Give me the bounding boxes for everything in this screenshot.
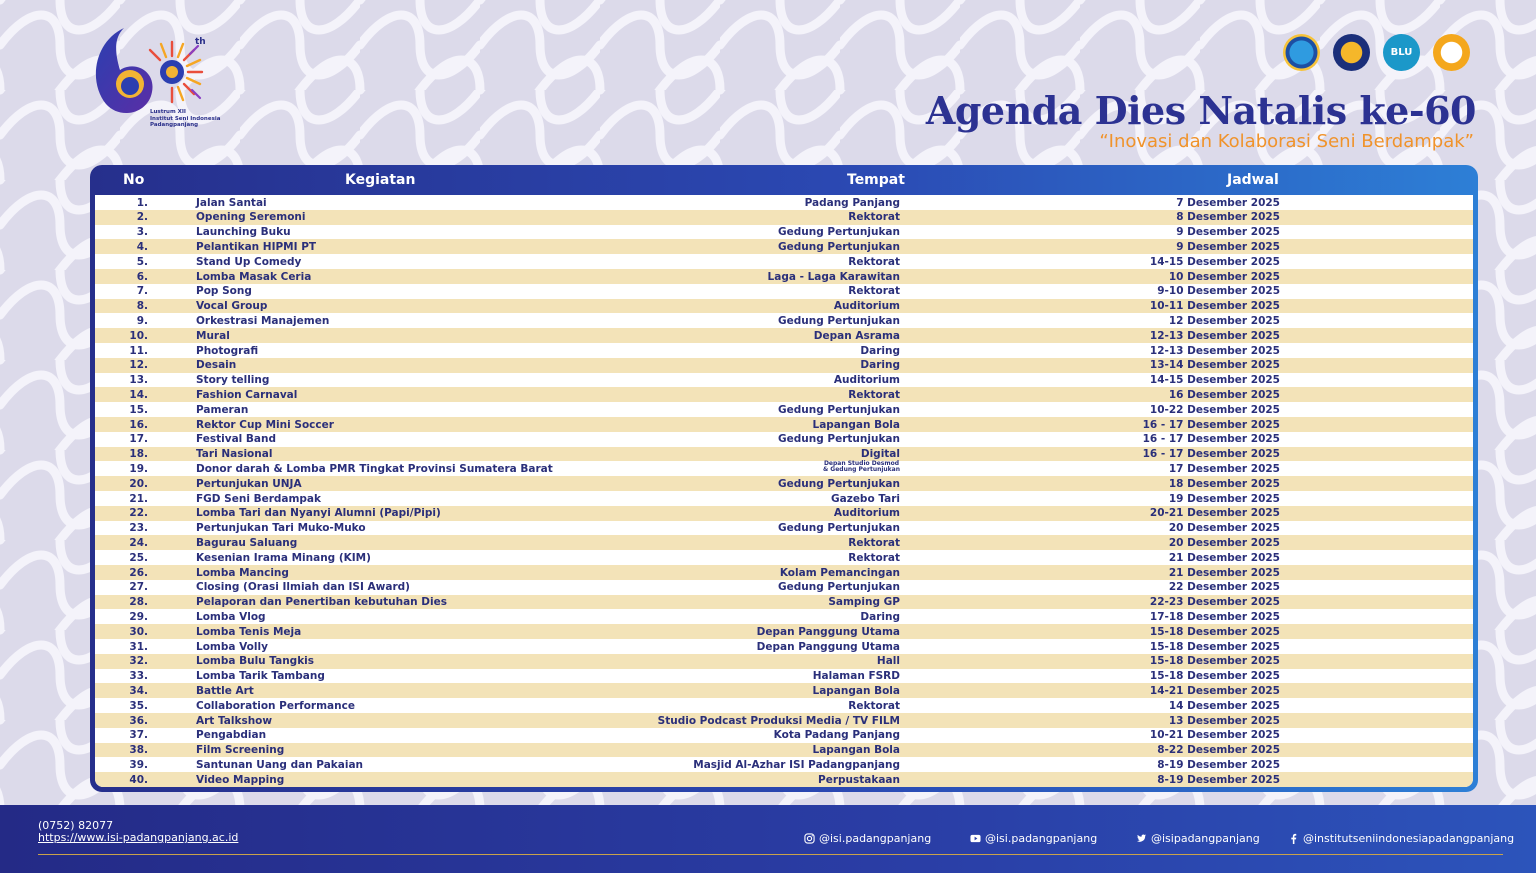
table-row — [95, 669, 1473, 684]
cell-jadwal: 10-22 Desember 2025 — [1149, 403, 1280, 416]
footer-divider — [38, 854, 1503, 855]
cell-tempat: Auditorium — [833, 374, 900, 387]
cell-jadwal: 9 Desember 2025 — [1176, 240, 1280, 253]
cell-jadwal: 15-18 Desember 2025 — [1149, 655, 1280, 668]
table-row — [95, 683, 1473, 698]
logo-caption-line: Lustrum XII — [150, 109, 186, 115]
cell-no: 33. — [129, 670, 148, 683]
cell-tempat: Lapangan Bola — [812, 744, 900, 757]
cell-tempat: Depan Studio Desmod & Gedung Pertunjukan — [822, 460, 900, 474]
agenda-table — [90, 165, 1478, 792]
cell-no: 27. — [129, 581, 148, 594]
blu-text: BLU — [1390, 47, 1413, 58]
twitter-icon — [1136, 833, 1147, 844]
cell-kegiatan: Pameran — [196, 403, 249, 416]
cell-kegiatan: Stand Up Comedy — [196, 255, 302, 268]
cell-jadwal: 20 Desember 2025 — [1168, 522, 1280, 535]
table-row — [95, 239, 1473, 254]
cell-tempat: Kota Padang Panjang — [773, 729, 900, 742]
cell-kegiatan: Lomba Volly — [196, 640, 268, 653]
cell-jadwal: 21 Desember 2025 — [1168, 551, 1280, 564]
cell-kegiatan: Rektor Cup Mini Soccer — [196, 418, 334, 431]
cell-tempat: Rektorat — [848, 536, 900, 549]
cell-no: 1. — [136, 196, 148, 209]
cell-jadwal: 14 Desember 2025 — [1168, 699, 1280, 712]
cell-tempat: Samping GP — [828, 596, 900, 609]
cell-tempat: Hall — [876, 655, 900, 668]
cell-no: 34. — [129, 684, 148, 697]
logo-caption-line: Institut Seni Indonesia — [150, 115, 221, 122]
cell-kegiatan: Lomba Mancing — [196, 566, 289, 579]
cell-tempat: Depan Panggung Utama — [756, 640, 900, 653]
cell-kegiatan: Mural — [196, 329, 230, 342]
cell-no: 32. — [129, 655, 148, 668]
cell-tempat: Gazebo Tari — [831, 492, 900, 505]
footer-social-label: @isi.padangpanjang — [985, 832, 1098, 845]
table-row — [95, 698, 1473, 713]
berdampak-logo — [1433, 34, 1470, 71]
cell-jadwal: 15-18 Desember 2025 — [1149, 670, 1280, 683]
table-row — [95, 772, 1473, 787]
facebook-icon — [1288, 833, 1299, 844]
cell-tempat: Gedung Pertunjukan — [778, 226, 900, 239]
footer-phone: (0752) 82077 — [38, 819, 114, 832]
cell-kegiatan: Desain — [196, 359, 237, 372]
cell-jadwal: 10-11 Desember 2025 — [1149, 300, 1280, 313]
cell-tempat: Gedung Pertunjukan — [778, 314, 900, 327]
cell-tempat: Kolam Pemancingan — [779, 566, 900, 579]
cell-jadwal: 12-13 Desember 2025 — [1149, 344, 1280, 357]
table-row — [95, 284, 1473, 299]
cell-jadwal: 16 - 17 Desember 2025 — [1142, 448, 1280, 461]
cell-tempat: Gedung Pertunjukan — [778, 477, 900, 490]
table-row — [95, 639, 1473, 654]
cell-no: 14. — [129, 388, 148, 401]
cell-kegiatan: Lomba Tari dan Nyanyi Alumni (Papi/Pipi) — [196, 507, 441, 520]
cell-jadwal: 22 Desember 2025 — [1168, 581, 1280, 594]
table-row — [95, 417, 1473, 432]
cell-tempat: Padang Panjang — [804, 196, 900, 209]
cell-jadwal: 8 Desember 2025 — [1176, 211, 1280, 224]
table-row — [95, 328, 1473, 343]
cell-kegiatan: Closing (Orasi Ilmiah dan ISI Award) — [196, 581, 410, 594]
cell-no: 3. — [136, 226, 148, 239]
cell-tempat: Lapangan Bola — [812, 684, 900, 697]
isi-padangpanjang-seal — [1333, 34, 1370, 71]
cell-no: 21. — [129, 492, 148, 505]
instagram-icon — [804, 833, 815, 844]
table-row — [95, 402, 1473, 417]
cell-kegiatan: Pelantikan HIPMI PT — [196, 240, 317, 253]
cell-jadwal: 14-15 Desember 2025 — [1149, 255, 1280, 268]
cell-kegiatan: Pop Song — [196, 285, 252, 298]
table-row — [95, 491, 1473, 506]
table-row — [95, 476, 1473, 491]
cell-kegiatan: Launching Buku — [196, 226, 291, 239]
cell-no: 38. — [129, 744, 148, 757]
cell-jadwal: 9 Desember 2025 — [1176, 226, 1280, 239]
cell-no: 18. — [129, 448, 148, 461]
cell-jadwal: 16 Desember 2025 — [1168, 388, 1280, 401]
cell-kegiatan: Battle Art — [196, 684, 254, 697]
cell-kegiatan: Lomba Tarik Tambang — [196, 670, 325, 683]
logo-caption-line: Padangpanjang — [150, 122, 199, 128]
cell-jadwal: 14-21 Desember 2025 — [1149, 684, 1280, 697]
table-row — [95, 461, 1473, 476]
cell-no: 28. — [129, 596, 148, 609]
table-row — [95, 550, 1473, 565]
cell-jadwal: 9-10 Desember 2025 — [1157, 285, 1280, 298]
table-row — [95, 609, 1473, 624]
cell-no: 40. — [129, 773, 148, 786]
cell-jadwal: 19 Desember 2025 — [1168, 492, 1280, 505]
logo-caption — [150, 109, 220, 129]
footer-social-label: @isi.padangpanjang — [819, 832, 932, 845]
cell-tempat: Daring — [860, 359, 900, 372]
cell-no: 12. — [129, 359, 148, 372]
table-row — [95, 565, 1473, 580]
table-row — [95, 373, 1473, 388]
table-row — [95, 313, 1473, 328]
cell-tempat: Gedung Pertunjukan — [778, 240, 900, 253]
cell-no: 17. — [129, 433, 148, 446]
cell-no: 26. — [129, 566, 148, 579]
cell-no: 29. — [129, 610, 148, 623]
column-header-jadwal: Jadwal — [1227, 172, 1279, 188]
cell-tempat: Lapangan Bola — [812, 418, 900, 431]
footer-instagram[interactable] — [804, 832, 931, 845]
cell-no: 8. — [136, 300, 148, 313]
cell-tempat: Auditorium — [833, 300, 900, 313]
table-row — [95, 387, 1473, 402]
table-row — [95, 358, 1473, 373]
table-row — [95, 595, 1473, 610]
kemendikbud-logo — [1283, 34, 1320, 71]
cell-no: 31. — [129, 640, 148, 653]
table-row — [95, 535, 1473, 550]
cell-jadwal: 12 Desember 2025 — [1168, 314, 1280, 327]
cell-no: 20. — [129, 477, 148, 490]
footer-social-label: @institutseniindonesiapadangpanjang — [1303, 832, 1515, 845]
cell-kegiatan: Video Mapping — [196, 773, 285, 786]
cell-kegiatan: Orkestrasi Manajemen — [196, 314, 330, 327]
cell-no: 15. — [129, 403, 148, 416]
table-row — [95, 521, 1473, 536]
cell-jadwal: 8-19 Desember 2025 — [1157, 773, 1280, 786]
cell-tempat: Halaman FSRD — [812, 670, 900, 683]
table-row — [95, 624, 1473, 639]
cell-jadwal: 17 Desember 2025 — [1168, 462, 1280, 475]
cell-jadwal: 13 Desember 2025 — [1168, 714, 1280, 727]
column-header-tempat: Tempat — [847, 172, 905, 188]
cell-jadwal: 7 Desember 2025 — [1176, 196, 1280, 209]
table-row — [95, 432, 1473, 447]
cell-no: 25. — [129, 551, 148, 564]
cell-no: 9. — [136, 314, 148, 327]
cell-kegiatan: Lomba Bulu Tangkis — [196, 655, 315, 668]
youtube-icon — [970, 833, 981, 844]
cell-tempat: Gedung Pertunjukan — [778, 581, 900, 594]
footer — [0, 805, 1536, 873]
cell-kegiatan: Film Screening — [196, 744, 285, 757]
cell-no: 4. — [136, 240, 148, 253]
cell-tempat: Masjid Al-Azhar ISI Padangpanjang — [693, 758, 900, 771]
footer-facebook[interactable] — [1288, 832, 1514, 845]
cell-jadwal: 18 Desember 2025 — [1168, 477, 1280, 490]
cell-jadwal: 14-15 Desember 2025 — [1149, 374, 1280, 387]
cell-jadwal: 17-18 Desember 2025 — [1149, 610, 1280, 623]
table-row — [95, 728, 1473, 743]
cell-kegiatan: Jalan Santai — [196, 196, 267, 209]
table-row — [95, 757, 1473, 772]
cell-jadwal: 16 - 17 Desember 2025 — [1142, 433, 1280, 446]
table-row — [95, 343, 1473, 358]
cell-kegiatan: Lomba Vlog — [196, 610, 266, 623]
cell-no: 37. — [129, 729, 148, 742]
cell-tempat: Laga - Laga Karawitan — [767, 270, 900, 283]
cell-tempat: Rektorat — [848, 211, 900, 224]
cell-kegiatan: Kesenian Irama Minang (KIM) — [196, 551, 371, 564]
cell-kegiatan: Tari Nasional — [196, 448, 273, 461]
cell-kegiatan: Story telling — [196, 374, 270, 387]
cell-no: 6. — [136, 270, 148, 283]
cell-no: 11. — [129, 344, 148, 357]
cell-jadwal: 20 Desember 2025 — [1168, 536, 1280, 549]
table-row — [95, 713, 1473, 728]
cell-kegiatan: Collaboration Performance — [196, 699, 355, 712]
cell-jadwal: 15-18 Desember 2025 — [1149, 625, 1280, 638]
table-body — [95, 195, 1473, 787]
table-row — [95, 447, 1473, 462]
footer-social-label: @isipadangpanjang — [1151, 832, 1260, 845]
cell-jadwal: 10 Desember 2025 — [1168, 270, 1280, 283]
footer-website-link[interactable]: https://www.isi-padangpanjang.ac.id — [38, 831, 239, 844]
cell-no: 22. — [129, 507, 148, 520]
cell-tempat: Depan Asrama — [813, 329, 900, 342]
cell-tempat: Gedung Pertunjukan — [778, 433, 900, 446]
cell-kegiatan: Pengabdian — [196, 729, 267, 742]
table-row — [95, 195, 1473, 210]
table-row — [95, 225, 1473, 240]
cell-no: 2. — [136, 211, 148, 224]
cell-tempat: Rektorat — [848, 551, 900, 564]
cell-jadwal: 13-14 Desember 2025 — [1149, 359, 1280, 372]
cell-kegiatan: Photografi — [196, 344, 259, 357]
cell-tempat: Rektorat — [848, 285, 900, 298]
cell-no: 24. — [129, 536, 148, 549]
cell-kegiatan: Festival Band — [196, 433, 277, 446]
cell-no: 5. — [136, 255, 148, 268]
cell-tempat: Studio Podcast Produksi Media / TV FILM — [657, 714, 900, 727]
cell-kegiatan: Vocal Group — [196, 300, 268, 313]
table-row — [95, 743, 1473, 758]
cell-kegiatan: Opening Seremoni — [196, 211, 306, 224]
cell-jadwal: 20-21 Desember 2025 — [1149, 507, 1280, 520]
cell-kegiatan: Art Talkshow — [196, 714, 273, 727]
cell-kegiatan: Lomba Masak Ceria — [196, 270, 312, 283]
cell-jadwal: 22-23 Desember 2025 — [1149, 596, 1280, 609]
table-row — [95, 254, 1473, 269]
cell-tempat: Daring — [860, 344, 900, 357]
page-title: Agenda Dies Natalis ke-60 — [925, 88, 1476, 133]
table-row — [95, 269, 1473, 284]
partner-logos — [1283, 34, 1470, 71]
cell-kegiatan: Pertunjukan Tari Muko-Muko — [196, 522, 366, 535]
cell-jadwal: 16 - 17 Desember 2025 — [1142, 418, 1280, 431]
cell-tempat: Perpustakaan — [818, 773, 900, 786]
cell-jadwal: 8-19 Desember 2025 — [1157, 758, 1280, 771]
cell-no: 10. — [129, 329, 148, 342]
cell-jadwal: 8-22 Desember 2025 — [1157, 744, 1280, 757]
cell-tempat: Digital — [860, 448, 900, 461]
logo-superscript: th — [195, 37, 206, 47]
cell-no: 16. — [129, 418, 148, 431]
cell-tempat: Gedung Pertunjukan — [778, 403, 900, 416]
cell-tempat: Rektorat — [848, 699, 900, 712]
footer-youtube[interactable] — [970, 832, 1097, 845]
cell-no: 13. — [129, 374, 148, 387]
cell-kegiatan: Donor darah & Lomba PMR Tingkat Provinsi Sumatera Barat — [196, 462, 553, 475]
table-header — [90, 165, 1478, 195]
cell-kegiatan: Santunan Uang dan Pakaian — [196, 758, 364, 771]
cell-kegiatan: Bagurau Saluang — [196, 536, 298, 549]
cell-tempat: Rektorat — [848, 388, 900, 401]
cell-tempat: Depan Panggung Utama — [756, 625, 900, 638]
cell-kegiatan: FGD Seni Berdampak — [196, 492, 322, 505]
cell-no: 23. — [129, 522, 148, 535]
table-row — [95, 506, 1473, 521]
table-row — [95, 580, 1473, 595]
cell-no: 35. — [129, 699, 148, 712]
cell-tempat: Gedung Pertunjukan — [778, 522, 900, 535]
table-row — [95, 654, 1473, 669]
cell-jadwal: 21 Desember 2025 — [1168, 566, 1280, 579]
cell-jadwal: 10-21 Desember 2025 — [1149, 729, 1280, 742]
cell-no: 30. — [129, 625, 148, 638]
cell-kegiatan: Pelaporan dan Penertiban kebutuhan Dies — [196, 596, 447, 609]
footer-twitter[interactable] — [1136, 832, 1260, 845]
table-row — [95, 299, 1473, 314]
cell-tempat: Auditorium — [833, 507, 900, 520]
cell-no: 36. — [129, 714, 148, 727]
cell-no: 19. — [129, 462, 148, 475]
cell-kegiatan: Fashion Carnaval — [196, 388, 298, 401]
cell-no: 39. — [129, 758, 148, 771]
cell-tempat: Daring — [860, 610, 900, 623]
cell-tempat: Rektorat — [848, 255, 900, 268]
cell-kegiatan: Pertunjukan UNJA — [196, 477, 302, 490]
cell-jadwal: 15-18 Desember 2025 — [1149, 640, 1280, 653]
column-header-no: No — [123, 172, 145, 188]
page-subtitle: “Inovasi dan Kolaborasi Seni Berdampak” — [1099, 131, 1474, 152]
column-header-kegiatan: Kegiatan — [345, 172, 416, 188]
table-row — [95, 210, 1473, 225]
cell-jadwal: 12-13 Desember 2025 — [1149, 329, 1280, 342]
blu-logo — [1383, 34, 1420, 71]
cell-no: 7. — [136, 285, 148, 298]
cell-kegiatan: Lomba Tenis Meja — [196, 625, 302, 638]
